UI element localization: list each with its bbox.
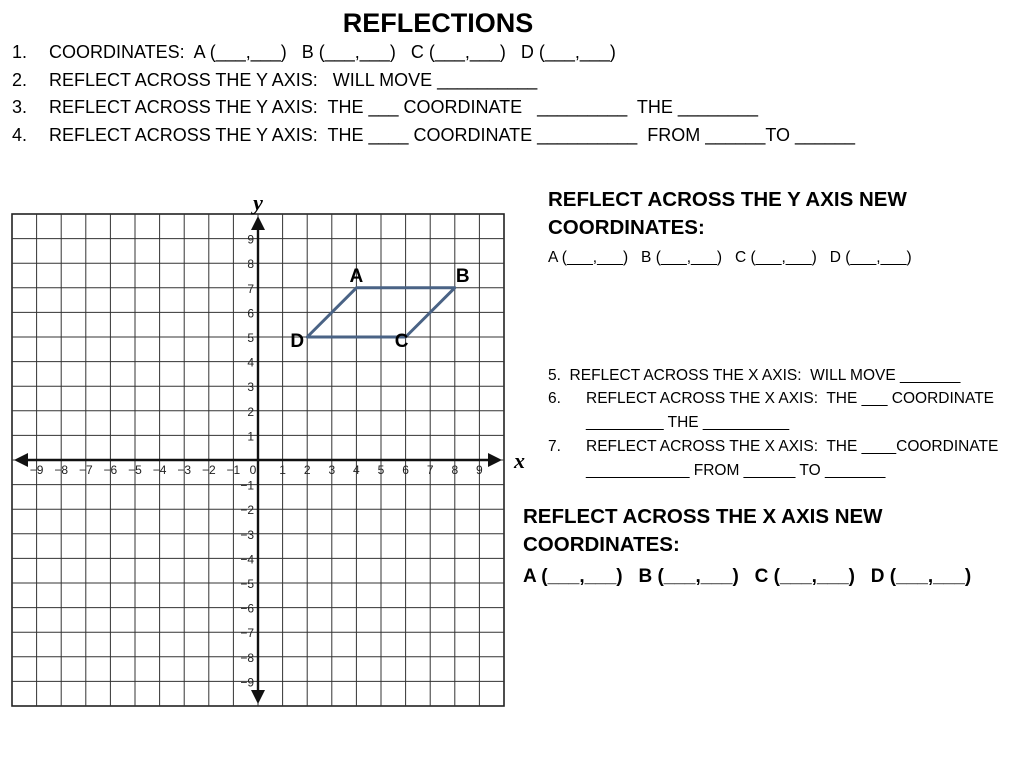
x-tick-label: 8	[451, 463, 459, 477]
y-tick-label: −2	[240, 503, 254, 518]
x-tick-label: −4	[152, 463, 167, 477]
x-tick-label: −2	[201, 463, 216, 477]
x-tick-label: 5	[377, 463, 385, 477]
y-tick-label: 9	[247, 232, 254, 247]
y-tick-label: −3	[240, 527, 254, 542]
y-tick-label: −7	[240, 626, 254, 641]
y-tick-label: −9	[240, 675, 254, 690]
y-tick-label: 2	[247, 404, 254, 419]
y-tick-label: −6	[240, 601, 254, 616]
question-text: REFLECT ACROSS THE X AXIS: THE ___ COORDINATE	[586, 390, 994, 407]
x-tick-label: 4	[353, 463, 360, 477]
x-reflect-coordinates: A (___,___) B (___,___) C (___,___) D (___,___)	[523, 566, 972, 587]
question-7	[548, 438, 998, 456]
vertex-label-c: C	[394, 331, 409, 352]
coordinate-grid	[0, 140, 540, 760]
page-title: REFLECTIONS	[342, 8, 534, 38]
x-tick-label: −8	[54, 463, 69, 477]
y-tick-label: 5	[247, 331, 254, 345]
x-tick-label: −6	[103, 463, 118, 477]
question-6-continued: _________ THE __________	[586, 414, 790, 431]
y-tick-label: −1	[240, 478, 254, 493]
y-axis-label: y	[253, 190, 263, 215]
y-tick-label: 1	[247, 429, 254, 444]
question-number: 2.	[12, 70, 28, 90]
question-3	[12, 97, 758, 118]
x-tick-label: 2	[303, 463, 311, 477]
question-number: 3.	[12, 97, 28, 117]
y-tick-label: 3	[247, 380, 254, 395]
x-tick-label: 3	[328, 463, 336, 477]
heading-line: COORDINATES:	[548, 216, 705, 239]
vertex-label-a: A	[349, 265, 364, 287]
x-tick-label: −7	[78, 463, 93, 477]
question-number: 6.	[548, 390, 561, 407]
y-tick-label: −4	[240, 552, 254, 567]
x-tick-label: 6	[402, 463, 409, 477]
x-tick-label: 9	[476, 463, 483, 477]
question-7-continued: ____________ FROM ______ TO _______	[586, 462, 886, 479]
question-text: COORDINATES: A (___,___) B (___,___) C (___,___) D (___,___)	[49, 42, 616, 62]
question-6	[548, 390, 994, 408]
x-tick-label: 0	[249, 463, 257, 477]
question-number: 1.	[12, 42, 28, 62]
x-tick-label: 7	[426, 463, 434, 477]
question-text: REFLECT ACROSS THE Y AXIS: THE ____ COORDINATE __________ FROM ______TO ______	[49, 125, 856, 145]
x-axis-label: x	[514, 448, 525, 473]
question-text: REFLECT ACROSS THE Y AXIS: THE ___ COORDINATE _________ THE ________	[49, 97, 759, 117]
question-text: REFLECT ACROSS THE X AXIS: THE ____COORDINATE	[586, 438, 999, 455]
question-number: 4.	[12, 125, 28, 145]
vertex-label-b: B	[455, 265, 470, 287]
x-tick-label: 1	[279, 463, 286, 477]
question-text: REFLECT ACROSS THE Y AXIS: WILL MOVE __________	[49, 70, 538, 90]
y-reflect-coordinates: A (___,___) B (___,___) C (___,___) D (___,___)	[548, 249, 912, 266]
y-tick-label: −8	[240, 650, 254, 665]
question-2	[12, 70, 537, 91]
heading-line: REFLECT ACROSS THE X AXIS NEW	[523, 505, 883, 528]
y-reflect-heading	[548, 186, 907, 242]
y-tick-label: 6	[247, 306, 254, 321]
x-tick-label: −9	[29, 463, 44, 477]
y-tick-label: 4	[247, 355, 254, 370]
y-tick-label: 8	[247, 257, 254, 272]
x-tick-label: −1	[226, 463, 241, 477]
question-number: 7.	[548, 438, 561, 455]
y-tick-label: 7	[247, 281, 254, 296]
y-tick-label: −5	[240, 577, 254, 591]
heading-line: COORDINATES:	[523, 533, 680, 556]
question-1	[12, 42, 616, 63]
x-tick-label: −3	[177, 463, 192, 477]
x-tick-label: −5	[128, 463, 142, 477]
vertex-label-d: D	[290, 331, 305, 352]
heading-line: REFLECT ACROSS THE Y AXIS NEW	[548, 188, 907, 211]
question-5: 5. REFLECT ACROSS THE X AXIS: WILL MOVE _______	[548, 367, 961, 384]
x-reflect-heading	[523, 503, 883, 559]
